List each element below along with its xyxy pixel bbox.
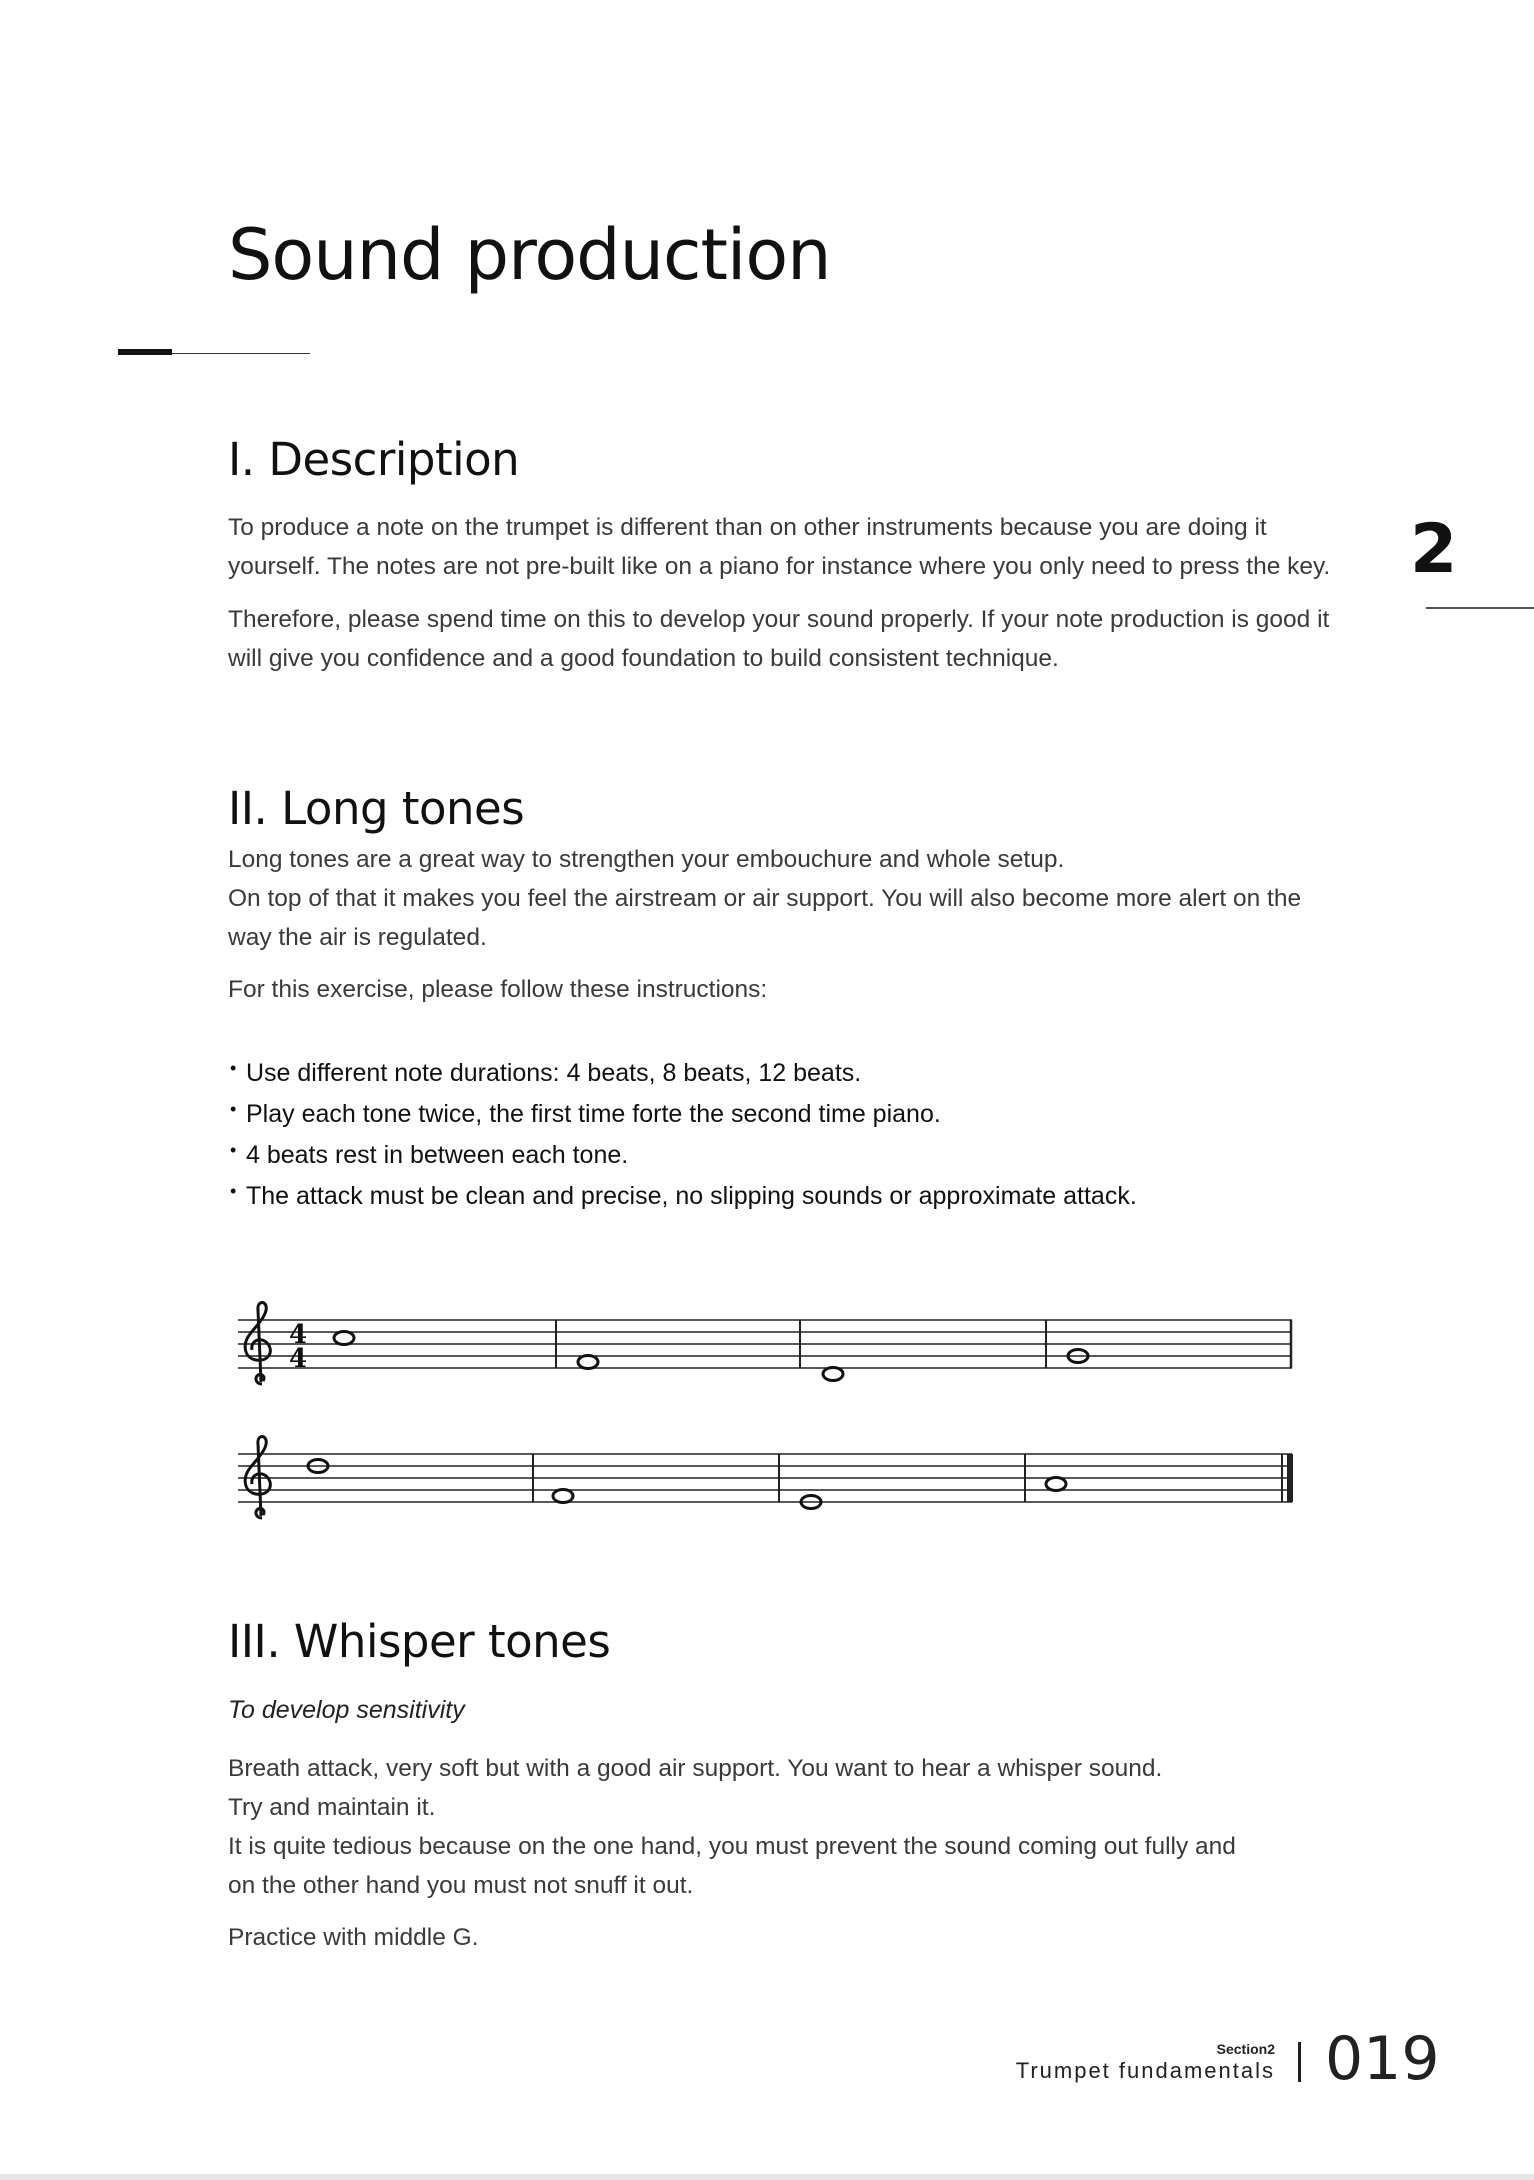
text-line: Long tones are a great way to strengthen your embouchure and whole setup.	[228, 846, 1065, 873]
title-underline-thin	[172, 353, 310, 354]
footer-divider	[1298, 2042, 1301, 2082]
text-line: will give you confidence and a good foundation to build consistent technique.	[228, 645, 1059, 672]
text-line: Therefore, please spend time on this to develop your sound properly. If your note production is good it	[228, 606, 1330, 633]
section-heading-whisper-tones: III. Whisper tones	[228, 1615, 611, 1668]
list-item-text: 4 beats rest in between each tone.	[246, 1141, 629, 1169]
bullet-glyph: •	[230, 1140, 237, 1160]
list-item-text: Use different note durations: 4 beats, 8 beats, 12 beats.	[246, 1059, 862, 1087]
description-paragraph-1	[228, 508, 1348, 586]
section-heading-long-tones: II. Long tones	[228, 782, 525, 835]
text-line: yourself. The notes are not pre-built like on a piano for instance where you only need to press the key.	[228, 553, 1331, 580]
text-line: Try and maintain it.	[228, 1794, 436, 1821]
whisper-practice-note: Practice with middle G.	[228, 1924, 479, 1951]
music-staff-1	[228, 1298, 1298, 1388]
list-item-text: Play each tone twice, the first time forte the second time piano.	[246, 1100, 941, 1128]
list-item-text: The attack must be clean and precise, no slipping sounds or approximate attack.	[246, 1182, 1137, 1210]
time-signature	[289, 1320, 307, 1374]
footer-section-label: Section2	[1216, 2041, 1275, 2057]
page-bottom-edge	[0, 2174, 1534, 2180]
list-item	[228, 1053, 1137, 1094]
svg-text:4: 4	[289, 1320, 308, 1350]
list-item	[228, 1135, 1137, 1176]
instruction-list	[228, 1053, 1137, 1217]
chapter-tab-line	[1426, 607, 1534, 609]
whole-notes	[308, 1460, 1066, 1509]
list-item	[228, 1094, 1137, 1135]
music-staff-2	[228, 1432, 1298, 1522]
bullet-glyph: •	[230, 1099, 237, 1119]
long-tones-instructions-intro: For this exercise, please follow these instructions:	[228, 976, 768, 1003]
title-underline-thick	[118, 349, 172, 355]
text-line: way the air is regulated.	[228, 924, 487, 951]
bullet-glyph: •	[230, 1181, 237, 1201]
svg-text:4: 4	[289, 1344, 308, 1374]
text-line: Breath attack, very soft but with a good air support. You want to hear a whisper sound.	[228, 1755, 1163, 1782]
bullet-glyph: •	[230, 1058, 237, 1078]
footer-page-number: 019	[1325, 2024, 1440, 2094]
footer-book-title: Trumpet fundamentals	[1015, 2058, 1275, 2083]
whisper-subtitle: To develop sensitivity	[228, 1696, 465, 1724]
page-title: Sound production	[228, 214, 831, 296]
text-line: To produce a note on the trumpet is different than on other instruments because you are doing it	[228, 514, 1267, 541]
section-heading-description: I. Description	[228, 433, 520, 486]
whisper-paragraph	[228, 1749, 1348, 1905]
list-item	[228, 1176, 1137, 1217]
text-line: on the other hand you must not snuff it out.	[228, 1872, 694, 1899]
text-line: On top of that it makes you feel the airstream or air support. You will also become more alert on the	[228, 885, 1302, 912]
chapter-tab-number: 2	[1410, 510, 1458, 589]
text-line: It is quite tedious because on the one hand, you must prevent the sound coming out fully and	[228, 1833, 1236, 1860]
description-paragraph-2	[228, 600, 1348, 678]
long-tones-paragraph	[228, 840, 1348, 957]
